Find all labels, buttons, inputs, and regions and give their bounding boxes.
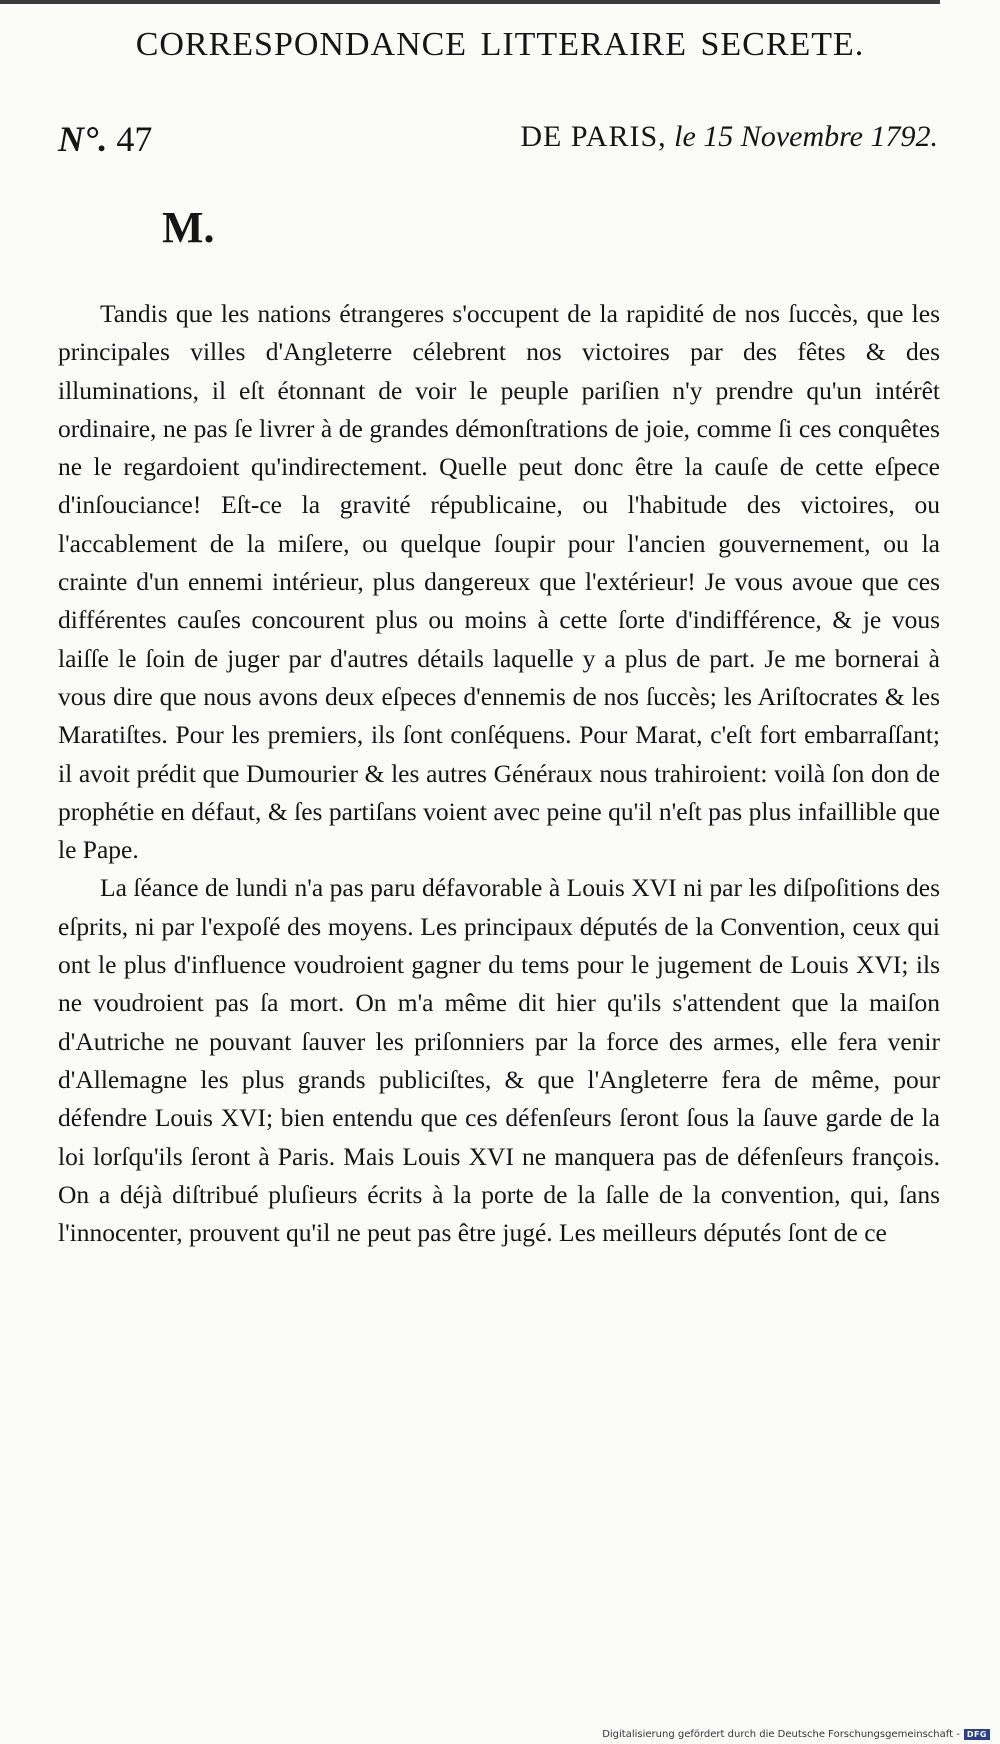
issue-number-label: N°.	[58, 119, 108, 159]
dateline-date: le 15 Novembre 1792.	[674, 120, 938, 153]
dateline	[520, 120, 938, 154]
paragraph: Tandis que les nations étrangeres s'occupent de la rapidité de nos ſuccès, que les principales villes d'Angleterre célebrent nos victoires par des fêtes & des illuminations, il eſt étonnant de voir le peuple pariſien n'y prendre qu'un intérêt ordinaire, ne pas ſe livrer à de grandes démonſtrations de joie, comme ſi ces conquêtes ne le regardoient qu'indirectement. Quelle peut donc être la cauſe de cette eſpece d'inſouciance! Eſt-ce la gravité républicaine, ou l'habitude des victoires, ou l'accablement de la miſere, ou quelque ſoupir pour l'ancien gouvernement, ou la crainte d'un ennemi intérieur, plus dangereux que l'extérieur! Je vous avoue que ces différentes cauſes concourent plus ou moins à cette ſorte d'indifférence, & je vous laiſſe le ſoin de juger par d'autres détails laquelle y a plus de part. Je me bornerai à vous dire que nous avons deux eſpeces d'ennemis de nos ſuccès; les Ariſtocrates & les Maratiſtes. Pour les premiers, ils ſont conſéquens. Pour Marat, c'eſt fort embarraſſant; il avoit prédit que Dumourier & les autres Généraux nous trahiroient: voilà ſon don de prophétie en défaut, & ſes partiſans voient avec peine qu'il n'eſt pas plus infaillible que le Pape.	[58, 299, 940, 865]
digitization-credit	[602, 1729, 990, 1740]
credit-text: Digitalisierung gefördert durch die Deutsche Forschungsgemeinschaft -	[602, 1729, 960, 1740]
letter-body	[58, 295, 940, 1252]
top-border-rule	[0, 0, 940, 4]
dfg-logo: DFG	[964, 1729, 990, 1740]
issue-number-value: 47	[116, 119, 153, 159]
dateline-city: DE PARIS,	[520, 120, 667, 153]
issue-line	[58, 118, 938, 168]
publication-title: CORRESPONDANCE LITTERAIRE SECRETE.	[135, 26, 865, 63]
salutation: M.	[162, 203, 215, 252]
issue-number	[58, 118, 152, 160]
paragraph: La ſéance de lundi n'a pas paru défavorable à Louis XVI ni par les diſpoſitions des eſprits, ni par l'expoſé des moyens. Les principaux députés de la Convention, ceux qui ont le plus d'influence voudroient gagner du tems pour le jugement de Louis XVI; ils ne voudroient pas ſa mort. On m'a même dit hier qu'ils s'attendent que la maiſon d'Autriche ne pouvant ſauver les priſonniers par la force des armes, elle fera venir d'Allemagne les plus grands publiciſtes, & que l'Angleterre fera de même, pour défendre Louis XVI; bien entendu que ces défenſeurs ſeront ſous la ſauve garde de la loi lorſqu'ils ſeront à Paris. Mais Louis XVI ne manquera pas de défenſeurs françois. On a déjà diſtribué pluſieurs écrits à la porte de la ſalle de la convention, qui, ſans l'innocenter, prouvent qu'il ne peut pas être jugé. Les meilleurs députés ſont de ce	[58, 873, 940, 1248]
